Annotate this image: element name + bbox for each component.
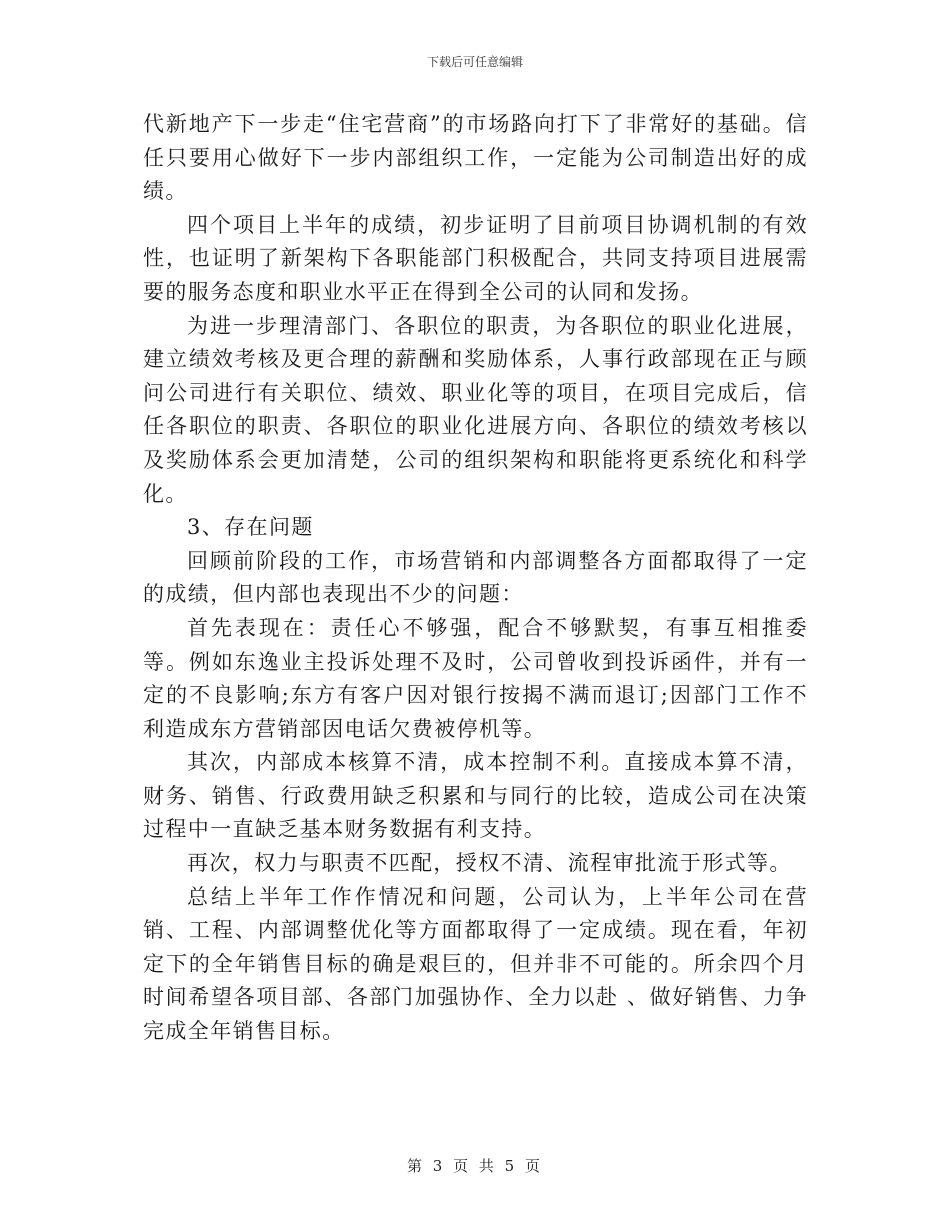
page-number-footer: 第 3 页 共 5 页 <box>407 1157 543 1175</box>
paragraph-9: 总结上半年工作作情况和问题，公司认为，上半年公司在营销、工程、内部调整优化等方面都取得了一定成绩。现在看，年初定下的全年销售目标的确是艰巨的，但并非不可能的。所余四个月时间希望各项目部、各部门加强协作、全力以赴 、做好销售、力争完成全年销售目标。 <box>143 884 808 1044</box>
paragraph-3: 为进一步理清部门、各职位的职责，为各职位的职业化进展，建立绩效考核及更合理的薪酬和奖励体系，人事行政部现在正与顾问公司进行有关职位、绩效、职业化等的项目，在项目完成后，信任各职位的职责、各职位的职业化进展方向、各职位的绩效考核以及奖励体系会更加清楚，公司的组织架构和职能将更系统化和科学化。 <box>143 313 808 506</box>
paragraph-6: 首先表现在：责任心不够强，配合不够默契，有事互相推委等。例如东逸业主投诉处理不及时，公司曾收到投诉函件，并有一定的不良影响;东方有客户因对银行按揭不满而退订;因部门工作不利造成东方营销部因电话欠费被停机等。 <box>143 615 808 741</box>
page-header: 下载后可任意编辑 <box>426 55 523 69</box>
paragraph-8: 再次，权力与职责不匹配，授权不清、流程审批流于形式等。 <box>187 851 792 876</box>
paragraph-2: 四个项目上半年的成绩，初步证明了目前项目协调机制的有效性，也证明了新架构下各职能部门积极配合，共同支持项目进展需要的服务态度和职业水平正在得到全公司的认同和发扬。 <box>143 212 808 304</box>
section-heading-issues: 3、存在问题 <box>187 515 314 540</box>
paragraph-5: 回顾前阶段的工作，市场营销和内部调整各方面都取得了一定的成绩，但内部也表现出不少的问题： <box>143 548 808 607</box>
paragraph-7: 其次，内部成本核算不清，成本控制不利。直接成本算不清，财务、销售、行政费用缺乏积累和与同行的比较，造成公司在决策过程中一直缺乏基本财务数据有利支持。 <box>143 750 808 842</box>
document-body <box>143 108 808 1049</box>
paragraph-1: 代新地产下一步走“住宅营商”的市场路向打下了非常好的基础。信任只要用心做好下一步内部组织工作，一定能为公司制造出好的成绩。 <box>143 112 808 204</box>
